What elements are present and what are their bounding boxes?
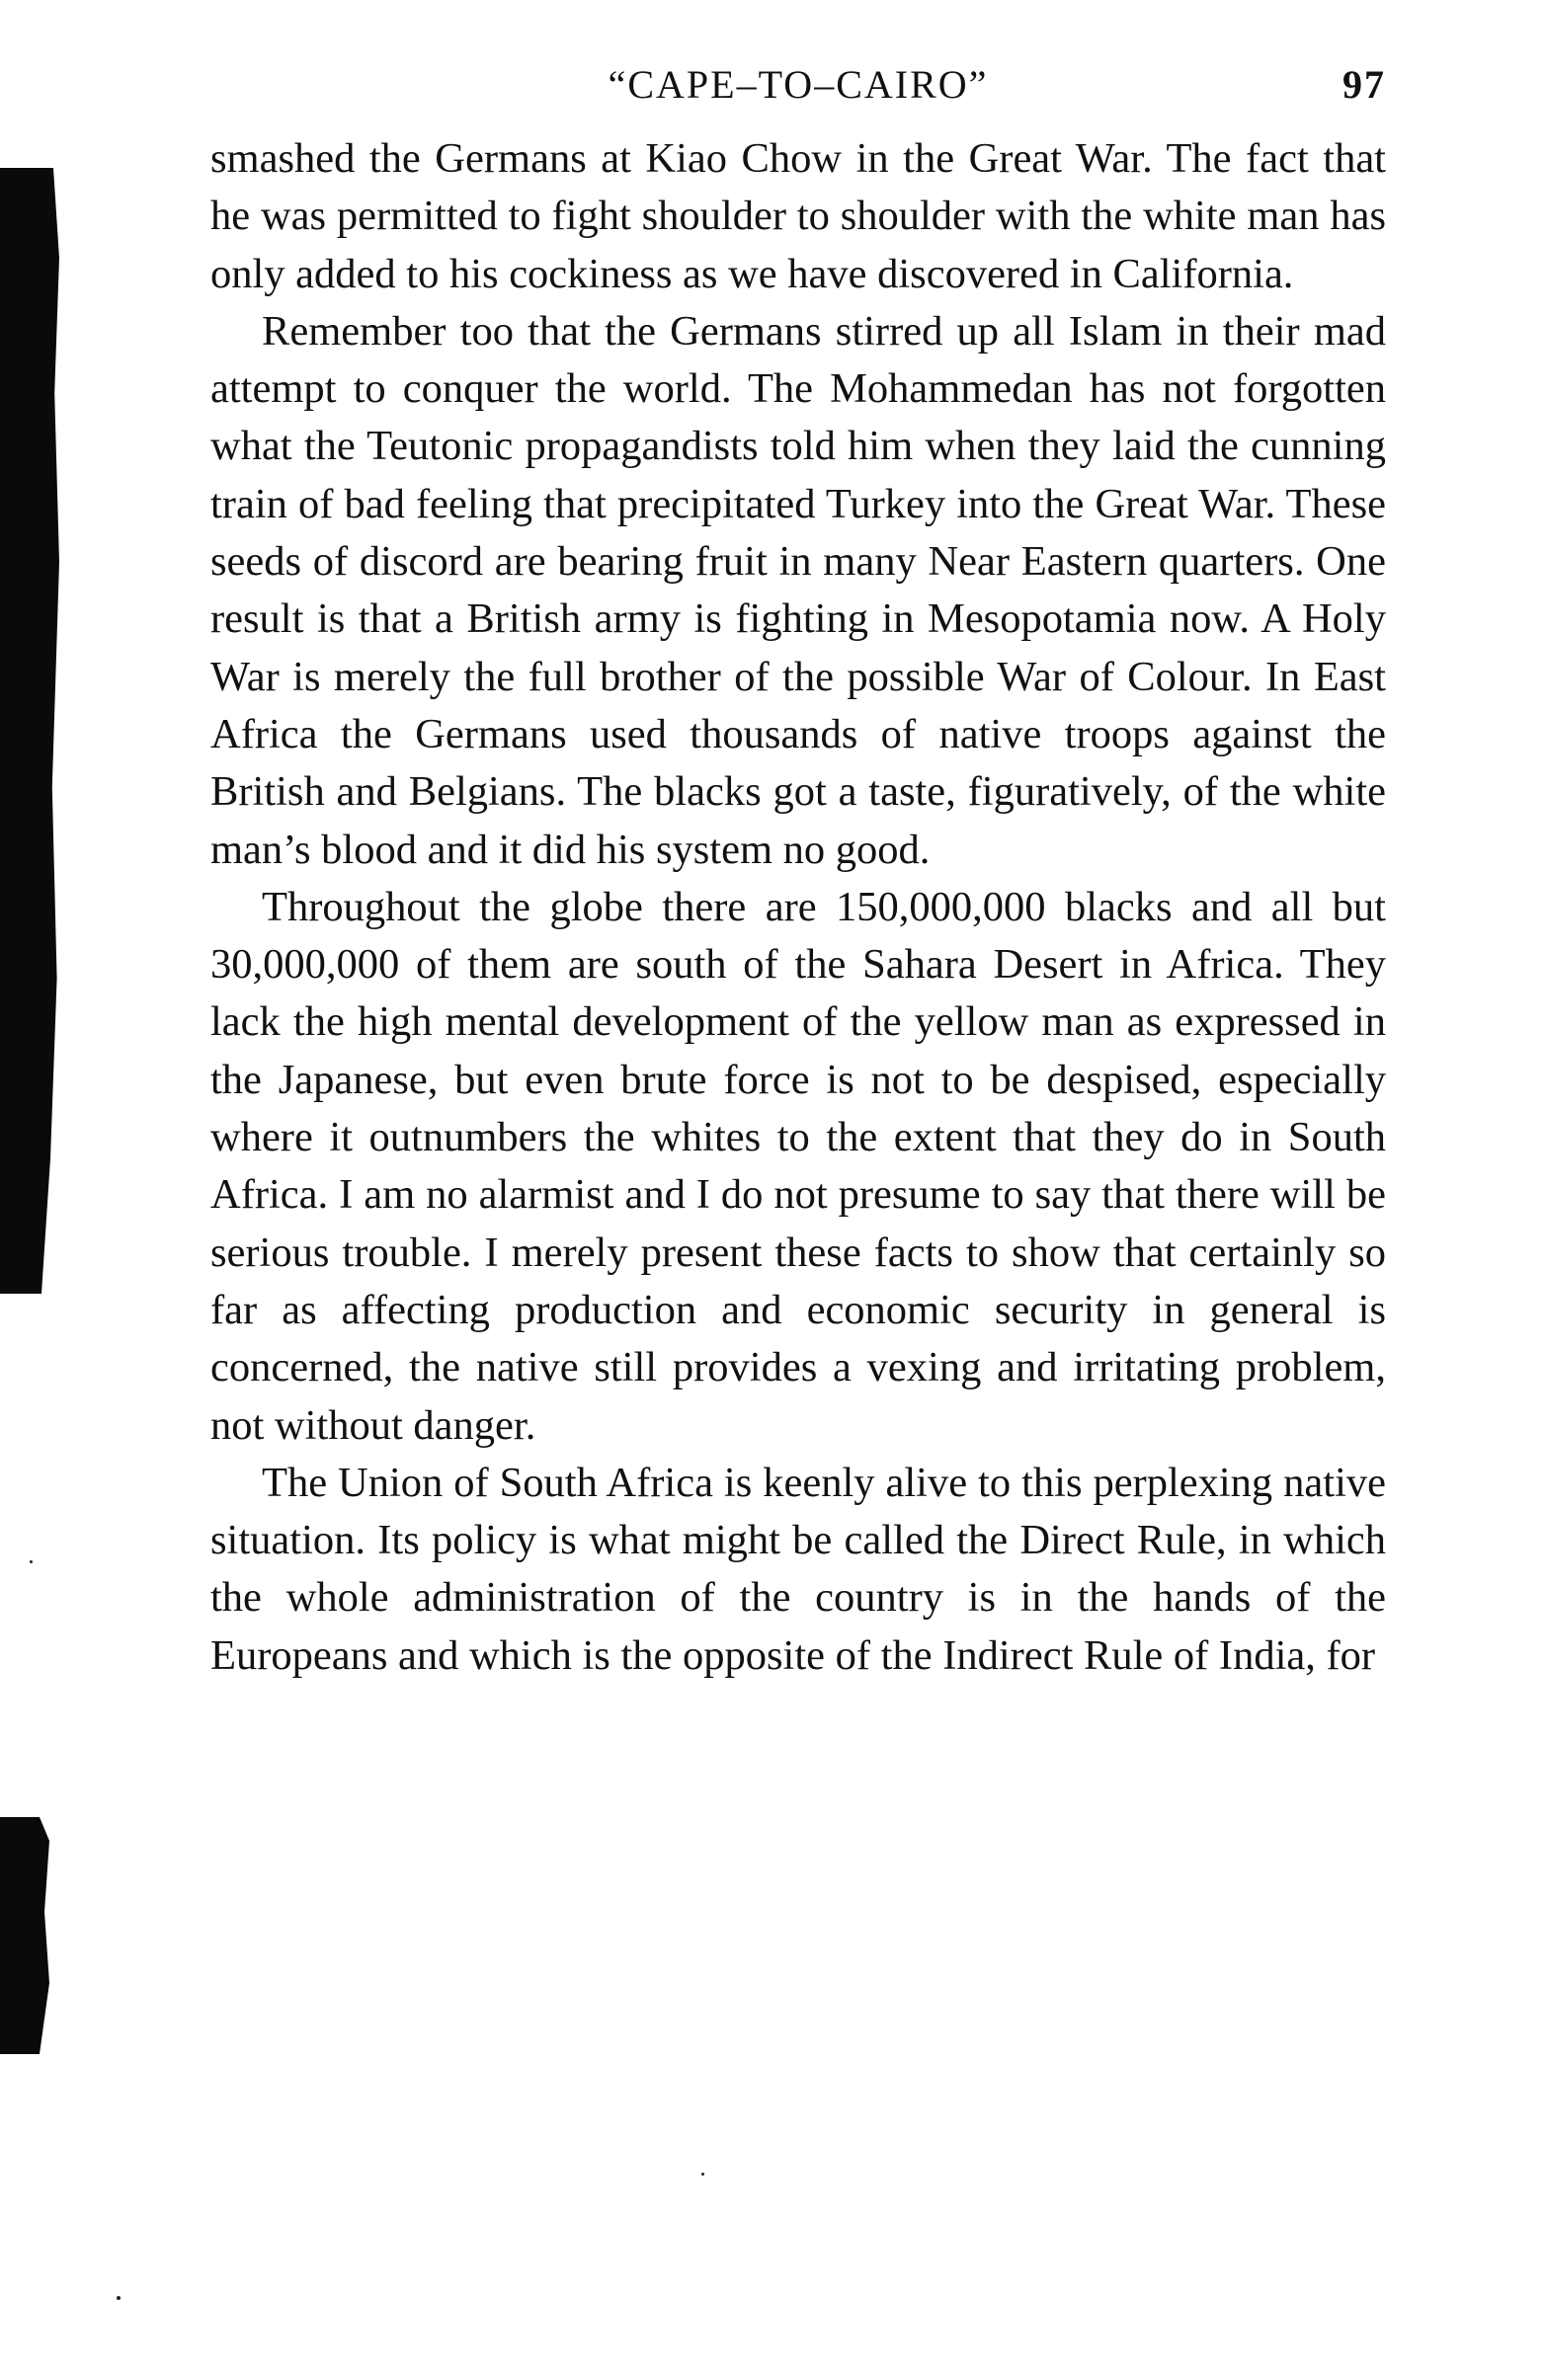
paragraph: The Union of South Africa is keenly alive to this perplexing native situation. Its policy is what might be called the Direct Rule, in which the whole administration of the country is in the hands of the Europeans and which is the opposite of the Indirect Rule of India, for [210,1459,1386,1679]
scan-speck [117,2296,121,2300]
body-text [210,130,1386,1685]
book-page [210,61,1386,1685]
page-number: 97 [1342,62,1386,107]
paragraph: Remember too that the Germans stirred up all Islam in their mad attempt to conquer the world. The Mohammedan has not forgotten what the Teutonic propagandists told him when they laid the cunning train of bad feeling that precipitated Turkey into the Great War. These seeds of discord are bearing fruit in many Near Eastern quarters. One result is that a British army is fighting in Mesopotamia now. A Holy War is merely the full brother of the possible War of Colour. In East Africa the Germans used thousands of native troops against the British and Belgians. The blacks got a taste, figuratively, of the white man’s blood and it did his system no good. [210,307,1386,873]
scan-speck [30,1560,33,1563]
page-header [210,61,1386,130]
running-head: “CAPE–TO–CAIRO” [608,62,989,107]
scan-speck [701,2173,704,2176]
binding-shadow-bottom [0,1817,49,2054]
binding-shadow-top [0,168,59,1294]
paragraph-continuation: smashed the Germans at Kiao Chow in the Great War. The fact that he was permitted to fight shoulder to shoulder with the white man has only added to his cockiness as we have discovered in California. [210,135,1386,297]
paragraph: Throughout the globe there are 150,000,000 blacks and all but 30,000,000 of them are south of the Sahara Desert in Africa. They lack the high mental development of the yellow man as expressed in the Japanese, but even brute force is not to be despised, especially where it outnumbers the whites to the extent that they do in South Africa. I am no alarmist and I do not presume to say that there will be serious trouble. I merely present these facts to show that certainly so far as affecting production and economic security in general is concerned, the native still provides a vexing and irritating problem, not without danger. [210,883,1386,1449]
